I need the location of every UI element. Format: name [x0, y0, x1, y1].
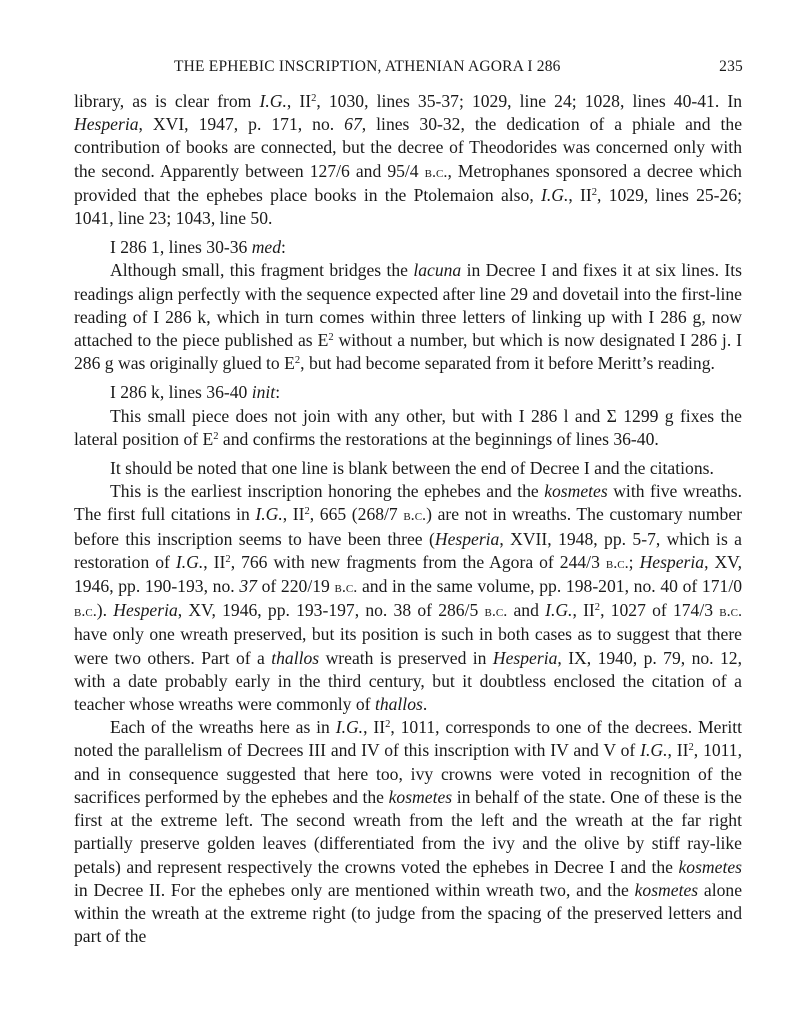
- paragraph-wreaths: This is the earliest inscription honoring the ephebes and the kosmetes with five wreaths. The first full citations in I.G., $II^2$, 665 (268/7 b.c.) are not in wreaths. The customary number before this inscription seems to have been three (Hesperia, XVII, 1948, pp. 5-7, which is a restoration of I.G., $II^2$, 766 with new fragments from the Agora of 244/3 b.c.; Hesperia, XV, 1946, pp. 190-193, no. 37 of 220/19 b.c. and in the same volume, pp. 198-201, no. 40 of 171/0 b.c.). Hesperia, XV, 1946, pp. 193-197, no. 38 of 286/5 b.c. and I.G., $II^2$, 1027 of 174/3 b.c. have only one wreath preserved, but its position is such in both cases as to suggest that there were two others. Part of a thallos wreath is preserved in Hesperia, IX, 1940, p. 79, no. 12, with a date probably early in the third century, but it doubtless enclosed the citation of a teacher whose wreaths were commonly of thallos.: [74, 481, 743, 715]
- paragraph-decrees: Each of the wreaths here as in I.G., $II^2$, 1011, corresponds to one of the decrees. Meritt noted the parallelism of Decrees III and IV of this inscription with IV and V of I.G., $II^2$, 1011, and in consequence suggested that here too, ivy crowns were voted in recognition of the sacrifices performed by the ephebes and the kosmetes in behalf of the state. One of these is the first at the extreme left. The second wreath from the left and the wreath at the far right partially preserve golden leaves (differentiated from the ivy and the olive by stiff ray-like petals) and represent respectively the crowns voted the ephebes in Decree I and the kosmetes in Decree II. For the ephebes only are mentioned within wreath two, and the kosmetes alone within the wreath at the extreme right (to judge from the spacing of the preserved letters and part of the: [74, 717, 743, 947]
- running-title: THE EPHEBIC INSCRIPTION, ATHENIAN AGORA I 286: [174, 58, 561, 75]
- page-number: 235: [719, 58, 743, 75]
- paragraph-i286-l: Although small, this fragment bridges the lacuna in Decree I and fixes it at six lines. Its readings align perfectly with the sequence expected after line 29 and dovetail into the first-line reading of I 286 k, which in turn comes within three letters of linking up with I 286 g, now attached to the piece published as $E^2$ without a number, but which is now designated I 286 j. I 286 g was originally glued to $E^2$, but had become separated from it before Meritt’s reading.: [74, 260, 743, 374]
- paragraph-i286-k: This small piece does not join with any other, but with I 286 l and Σ 1299 g fixes the lateral position of $E^2$ and confirms the restorations at the beginnings of lines 36-40.: [74, 405, 742, 449]
- section-heading-i286-k: I 286 k, lines 36-40 init:: [110, 382, 281, 403]
- paragraph-blank-line: It should be noted that one line is blank between the end of Decree I and the citations.: [110, 458, 714, 479]
- running-header: [74, 58, 743, 80]
- body-text: [74, 90, 742, 948]
- section-heading-i286-l: I 286 1, lines 30-36 med:: [110, 237, 286, 258]
- paragraph-library: library, as is clear from I.G., $II^2$, 1030, lines 35-37; 1029, line 24; 1028, lines 40-41. In Hesperia, XVI, 1947, p. 171, no. 67, lines 30-32, the dedication of a phiale and the contribution of books are connected, but the decree of Theodorides was concerned only with the second. Apparently between 127/6 and 95/4 b.c., Metrophanes sponsored a decree which provided that the ephebes place books in the Ptolemaion also, I.G., $II^2$, 1029, lines 25-26; 1041, line 23; 1043, line 50.: [74, 91, 743, 229]
